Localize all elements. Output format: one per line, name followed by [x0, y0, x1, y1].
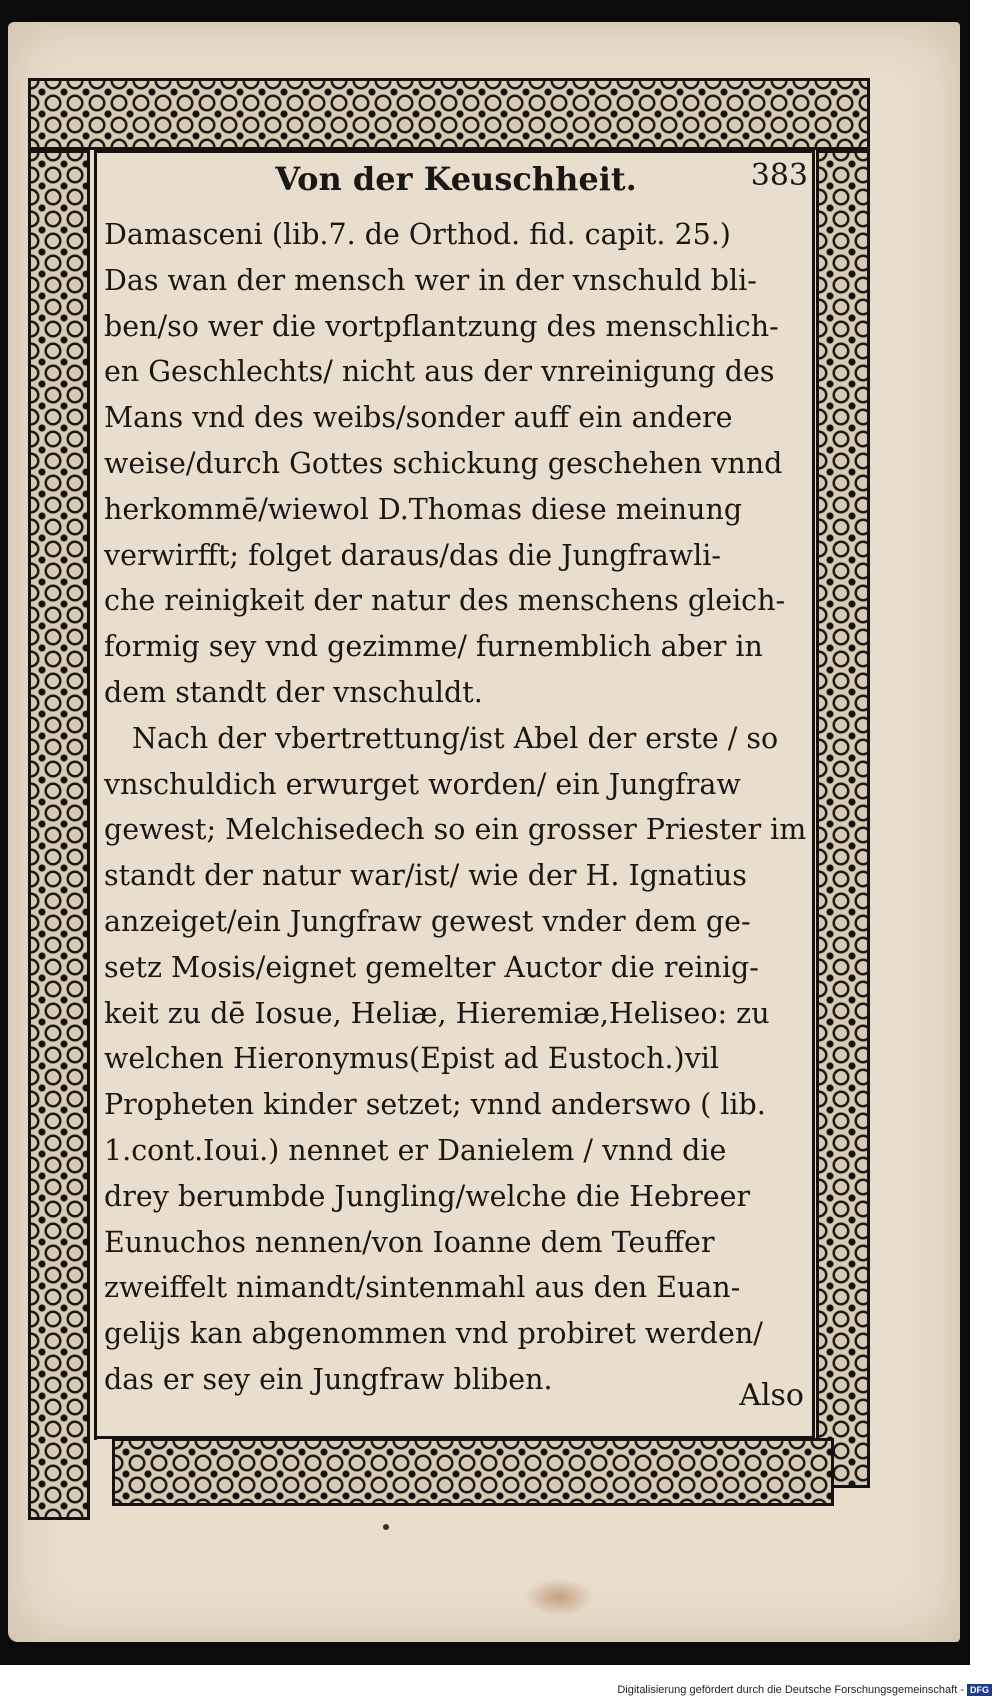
- text-line: formig sey vnd gezimme/ furnemblich aber in: [104, 630, 763, 664]
- text-line: verwirfft; folget daraus/das die Jungfrawli-: [104, 538, 721, 572]
- ornamental-border-right: [816, 150, 870, 1488]
- text-line: vnschuldich erwurget worden/ ein Jungfraw: [104, 767, 741, 801]
- text-line: Propheten kinder setzet; vnnd anderswo ( lib.: [104, 1088, 766, 1122]
- text-line: herkommē/wiewol D.Thomas diese meinung: [104, 492, 743, 526]
- ornamental-border-left: [28, 150, 90, 1520]
- text-line: welchen Hieronymus(Epist ad Eustoch.)vil: [104, 1042, 719, 1076]
- running-head: [100, 158, 812, 208]
- text-line: ben/so wer die vortpflantzung des menschlich-: [104, 309, 779, 343]
- paper-stain: [524, 1578, 594, 1616]
- dfg-logo: DFG: [967, 1684, 992, 1696]
- text-line: Eunuchos nennen/von Ioanne dem Teuffer: [104, 1225, 715, 1259]
- text-line: weise/durch Gottes schickung geschehen vnnd: [104, 446, 783, 480]
- ornamental-border-top: [28, 78, 870, 150]
- text-line: Mans vnd des weibs/sonder auff ein andere: [104, 401, 733, 435]
- text-line: setz Mosis/eignet gemelter Auctor die reinig-: [104, 950, 759, 984]
- credit-text: Digitalisierung gefördert durch die Deutsche Forschungsgemeinschaft -: [617, 1684, 964, 1696]
- text-line: Damasceni (lib.7. de Orthod. fid. capit. 25.): [104, 218, 731, 251]
- running-head-title: Von der Keuschheit.: [275, 160, 637, 198]
- text-line: gewest; Melchisedech so ein grosser Priester im: [104, 813, 807, 847]
- text-line-paragraph-start: Nach der vbertrettung/ist Abel der erste / so: [132, 721, 779, 755]
- ornamental-border-bottom: [112, 1438, 834, 1506]
- text-line: drey berumbde Jungling/welche die Hebreer: [104, 1179, 751, 1213]
- frame-rule-left: [94, 150, 97, 1440]
- text-line: en Geschlechts/ nicht aus der vnreinigung des: [104, 355, 775, 389]
- text-line: anzeiget/ein Jungfraw gewest vnder dem ge-: [104, 904, 751, 938]
- text-line: 1.cont.Ioui.) nennet er Danielem / vnnd die: [104, 1133, 727, 1167]
- catchword: Also: [739, 1378, 804, 1413]
- text-line: gelijs kan abgenommen vnd probiret werden/: [104, 1317, 763, 1351]
- text-line: zweiffelt nimandt/sintenmahl aus den Euan-: [104, 1271, 741, 1305]
- text-line: das er sey ein Jungfraw bliben.: [104, 1362, 553, 1396]
- digitization-credit: [617, 1684, 992, 1696]
- text-line: che reinigkeit der natur des menschens gleich-: [104, 584, 786, 618]
- body-text: [104, 212, 808, 1403]
- text-line: standt der natur war/ist/ wie der H. Ignatius: [104, 859, 747, 893]
- page-number: 383: [750, 158, 808, 193]
- text-line: dem standt der vnschuldt.: [104, 675, 483, 709]
- ink-speck: [383, 1524, 389, 1530]
- frame-rule-bottom: [94, 1436, 815, 1439]
- frame-rule-top: [94, 150, 815, 153]
- text-line: Das wan der mensch wer in der vnschuld bli-: [104, 263, 757, 297]
- frame-rule-right: [812, 150, 815, 1440]
- text-line: keit zu dē Iosue, Heliæ, Hieremiæ,Heliseo: zu: [104, 996, 770, 1030]
